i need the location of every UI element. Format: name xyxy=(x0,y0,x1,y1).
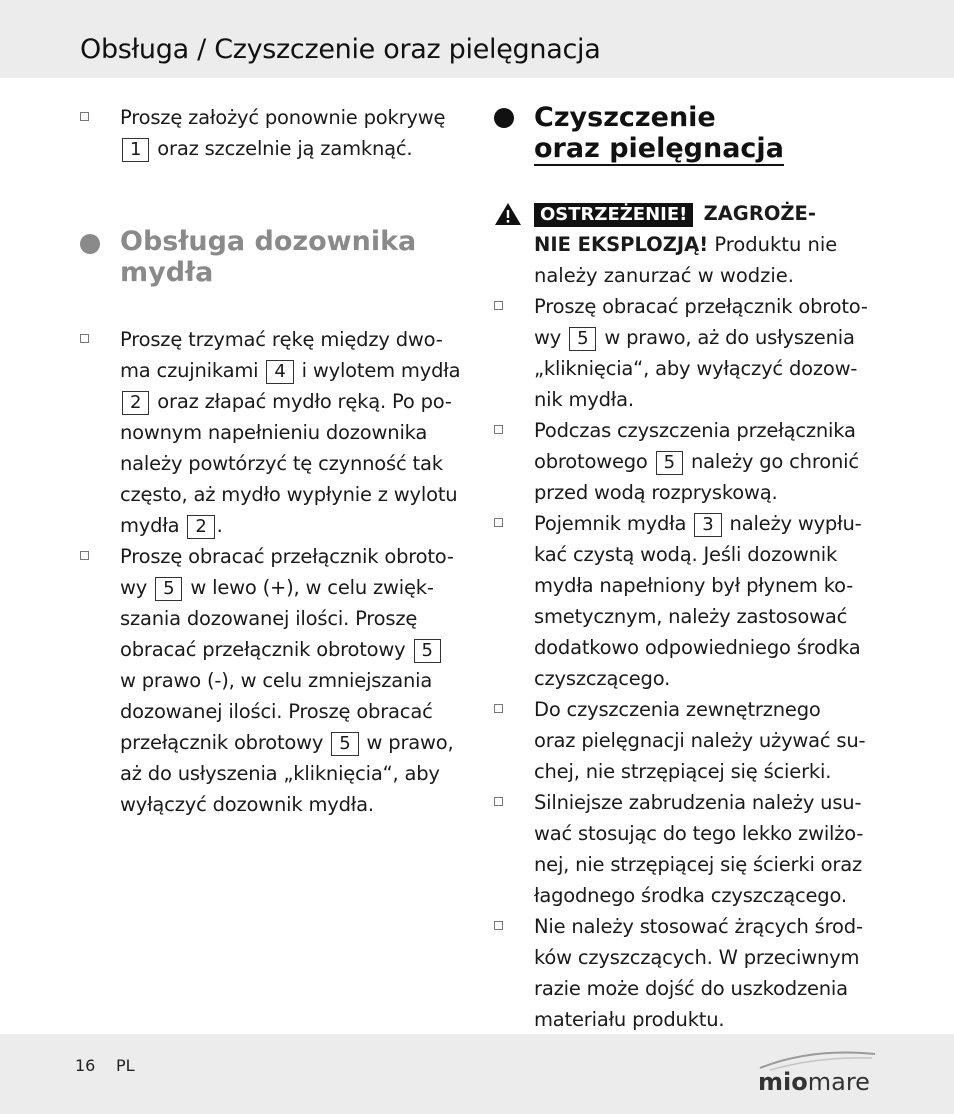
logo-wordmark: miomare xyxy=(758,1068,870,1096)
list-item: Silniejsze zabrudzenia należy usu- wać stosując do tego lekko zwilżo- nej, nie strzępiącej się ścierki oraz łagodnego środka czyszczącego. xyxy=(494,787,884,911)
item-text: Proszę założyć ponownie pokrywę xyxy=(120,106,446,129)
bullet-square-icon xyxy=(494,425,503,434)
item-text: oraz szczelnie ją zamknąć. xyxy=(157,137,413,160)
list-item: Nie należy stosować żrących środ- ków czyszczących. W przeciwnym razie może dojść do uszkodzenia materiału produktu. xyxy=(494,911,884,1035)
list-item: Podczas czyszczenia przełącznika obrotowego 5 należy go chronić przed wodą rozpryskową. xyxy=(494,415,884,508)
bullet-square-icon xyxy=(494,518,503,527)
bullet-square-icon xyxy=(494,704,503,713)
list-item: Pojemnik mydła 3 należy wypłu- kać czystą wodą. Jeśli dozownik mydła napełniony był płynem ko- smetycznym, należy zastosować dodatkowo odpowiedniego środka czyszczącego. xyxy=(494,508,884,694)
list-item: Proszę obracać przełącznik obroto- wy 5 w lewo (+), w celu zwięk- szania dozowanej ilości. Proszę obracać przełącznik obrotowy 5 w prawo (-), w celu zmniejszania dozowanej ilości. Proszę obracać przełącznik obrotowy 5 w prawo, aż do usłyszenia „kliknięcia“, aby wyłączyć dozownik mydła. xyxy=(80,541,470,820)
list-item: Proszę obracać przełącznik obroto- wy 5 w prawo, aż do usłyszenia „kliknięcia“, aby wyłączyć dozow- nik mydła. xyxy=(494,291,884,415)
section-heading-soap-dispenser xyxy=(80,226,470,288)
right-column xyxy=(494,102,884,1035)
bullet-square-icon xyxy=(494,301,503,310)
part-reference: 5 xyxy=(656,451,683,475)
bullet-square-icon xyxy=(494,797,503,806)
bullet-square-icon xyxy=(80,334,89,343)
bullet-square-icon xyxy=(494,921,503,930)
bullet-dot-icon xyxy=(494,108,514,128)
left-column xyxy=(80,102,470,820)
section-title: Obsługa dozownika mydła xyxy=(120,226,417,288)
bullet-dot-icon xyxy=(80,234,100,254)
part-reference: 5 xyxy=(155,577,182,601)
section-title: Czyszczenie oraz pielęgnacja xyxy=(534,102,784,164)
page-number: 16 xyxy=(75,1056,96,1075)
part-reference: 4 xyxy=(266,360,293,384)
part-reference: 1 xyxy=(122,138,149,162)
page-title: Obsługa / Czyszczenie oraz pielęgnacja xyxy=(80,34,601,65)
language-code: PL xyxy=(116,1056,135,1075)
part-reference: 5 xyxy=(569,327,596,351)
warning-triangle-icon xyxy=(494,202,522,226)
part-reference: 2 xyxy=(187,515,214,539)
brand-logo xyxy=(750,1048,880,1098)
part-reference: 2 xyxy=(122,391,149,415)
bullet-square-icon xyxy=(80,551,89,560)
bullet-square-icon xyxy=(80,112,89,121)
list-item: Do czyszczenia zewnętrznego oraz pielęgnacji należy używać su- chej, nie strzępiącej się ścierki. xyxy=(494,694,884,787)
section-heading-cleaning xyxy=(494,102,884,164)
warning-block: OSTRZEŻENIE! ZAGROŻE- NIE EKSPLOZJĄ! Produktu nie należy zanurzać w wodzie. xyxy=(494,198,884,291)
part-reference: 5 xyxy=(331,732,358,756)
part-reference: 5 xyxy=(414,639,441,663)
list-item: Proszę trzymać rękę między dwo- ma czujnikami 4 i wylotem mydła 2 oraz złapać mydło ręką. Po po- nownym napełnieniu dozownika należy powtórzyć tę czynność tak często, aż mydło wypłynie z wylotu mydła 2 . xyxy=(80,324,470,541)
list-item xyxy=(80,102,470,164)
warning-badge: OSTRZEŻENIE! xyxy=(534,203,693,227)
part-reference: 3 xyxy=(694,513,721,537)
